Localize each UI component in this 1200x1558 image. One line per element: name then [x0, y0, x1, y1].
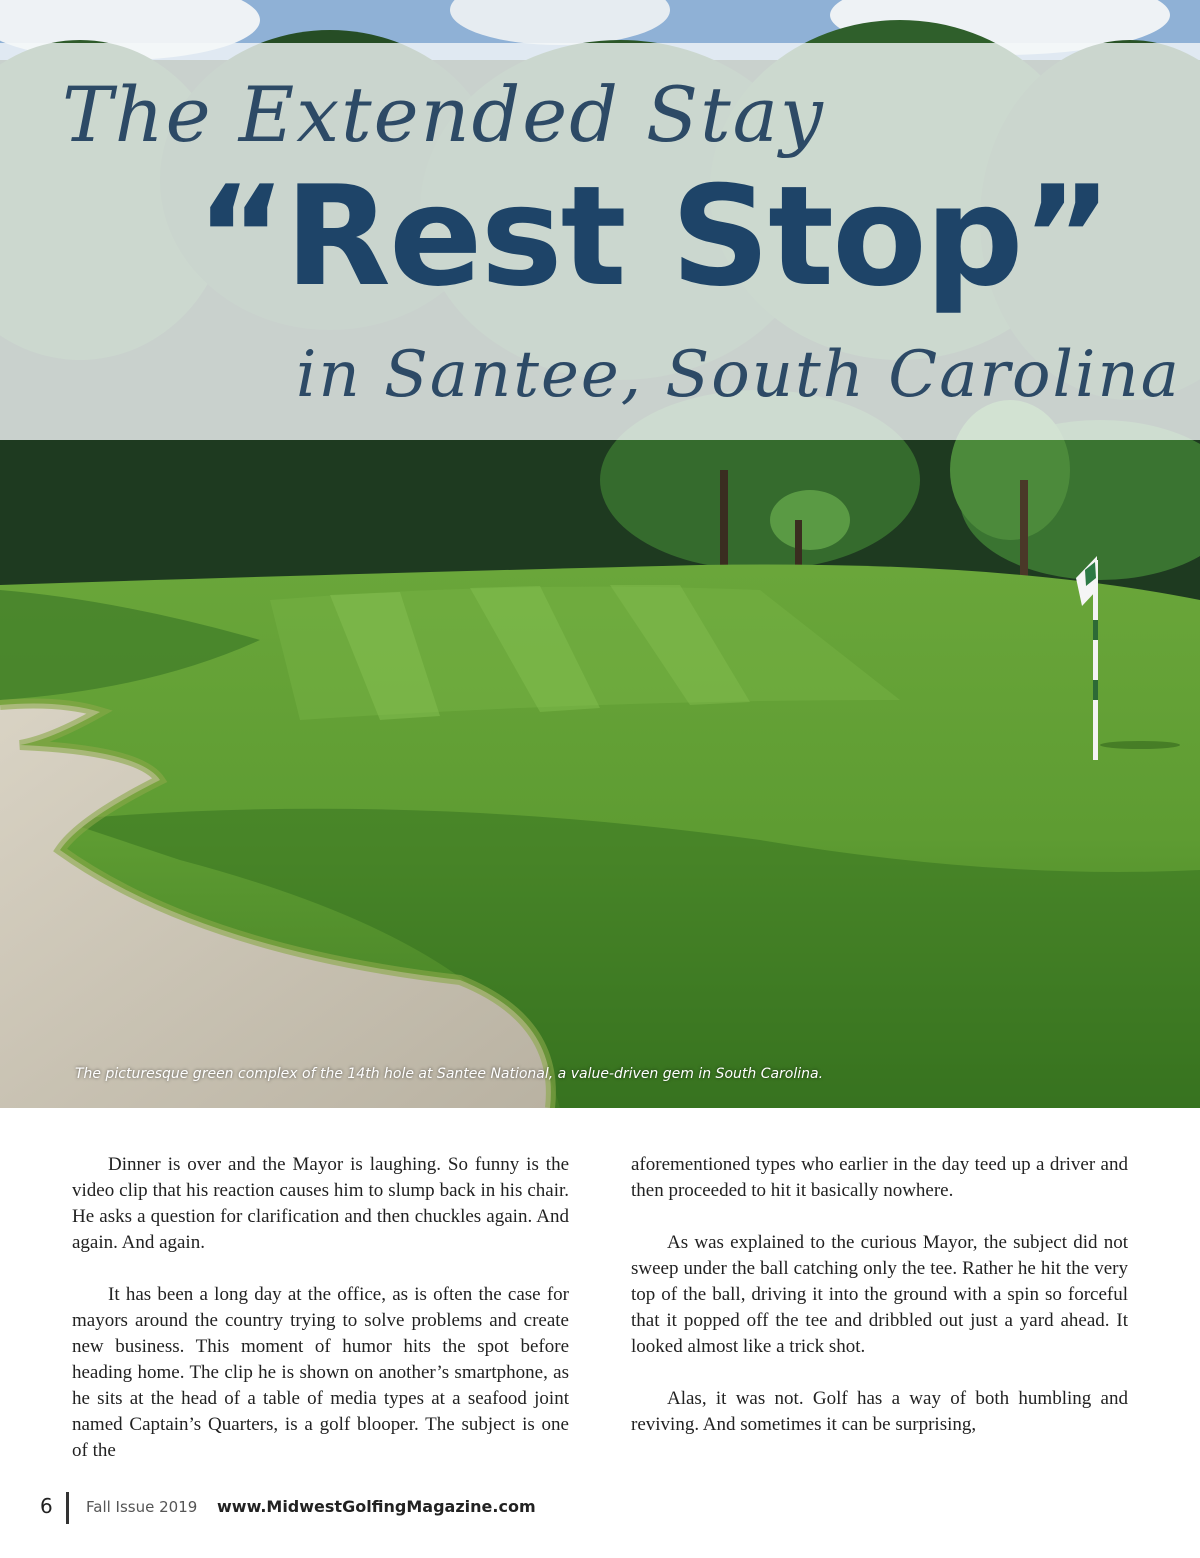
website-link[interactable]: www.MidwestGolfingMagazine.com	[217, 1497, 536, 1516]
footer-divider	[66, 1492, 69, 1524]
paragraph: aforementioned types who earlier in the day teed up a driver and then proceeded to hit it basically nowhere.	[631, 1154, 1128, 1201]
page-footer	[40, 1494, 740, 1524]
page-number: 6	[40, 1494, 53, 1518]
photo-caption: The picturesque green complex of the 14th hole at Santee National, a value-driven gem in South Carolina.	[75, 1066, 824, 1082]
headline-line-1: The Extended Stay	[62, 70, 825, 159]
paragraph: Dinner is over and the Mayor is laughing. So funny is the video clip that his reaction causes him to slump back in his chair. He asks a question for clarification and then chuckles again. And again. And again.	[72, 1154, 569, 1253]
headline-line-3: in Santee, South Carolina	[296, 338, 1181, 412]
article-column-left	[72, 1152, 569, 1490]
article-column-right	[631, 1152, 1128, 1464]
paragraph: As was explained to the curious Mayor, the subject did not sweep under the ball catching only the tee. Rather he hit the very top of the ball, driving it into the ground with a spin so forceful that it popped off the tee and dribbled out just a yard ahead. It looked almost like a trick shot.	[631, 1232, 1128, 1357]
paragraph: Alas, it was not. Golf has a way of both humbling and reviving. And sometimes it can be surprising,	[631, 1388, 1128, 1435]
paragraph: It has been a long day at the office, as is often the case for mayors around the country trying to solve problems and create new business. This moment of humor hits the spot before heading home. The clip he is shown on another’s smartphone, as he sits at the head of a table of media types at a seafood joint named Captain’s Quarters, is a golf blooper. The subject is one of the	[72, 1284, 569, 1461]
issue-label: Fall Issue 2019	[86, 1498, 198, 1516]
headline-main: “Rest Stop”	[196, 156, 1111, 317]
